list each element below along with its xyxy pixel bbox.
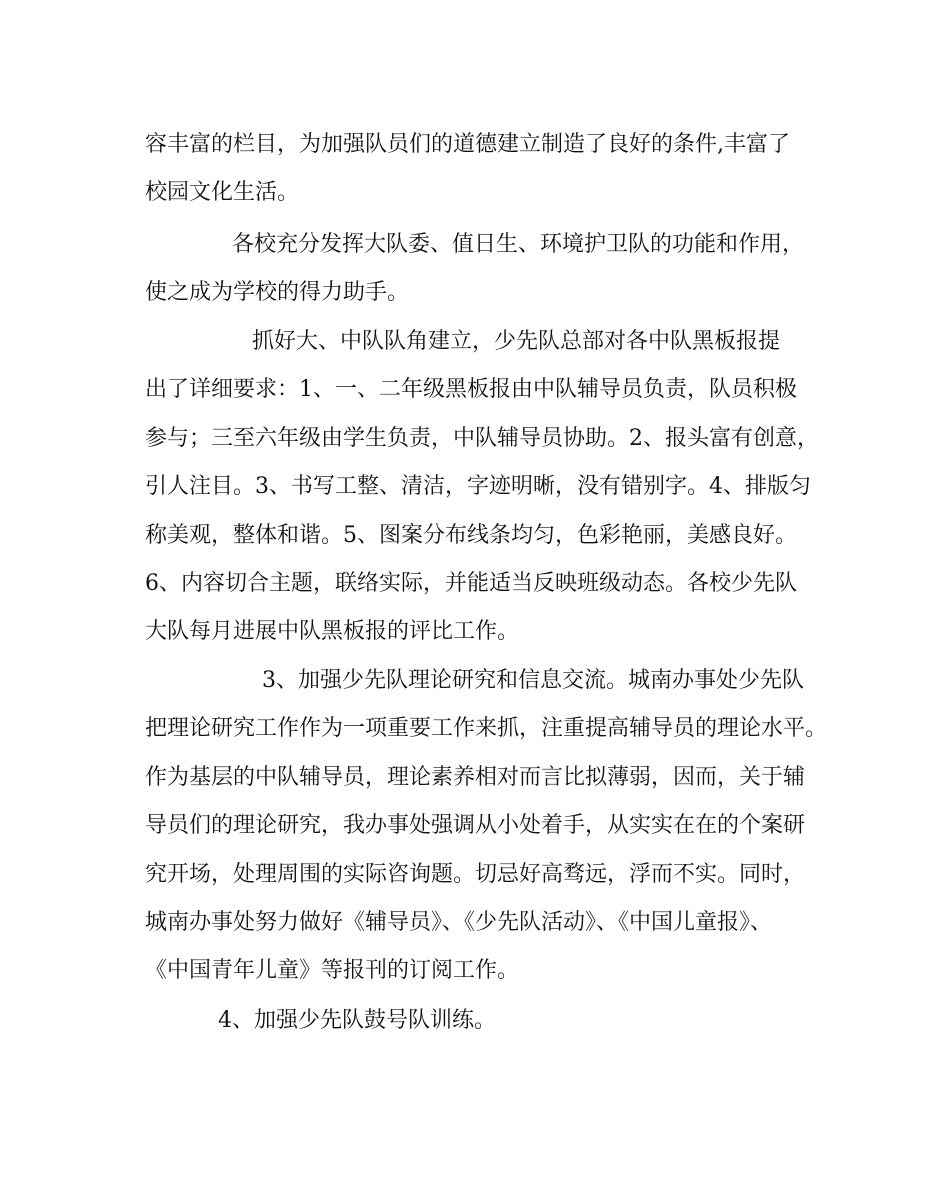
text-line: 称美观，整体和谐。5、图案分布线条均匀，色彩艳丽，美感良好。 <box>145 523 797 548</box>
text-line: 3、加强少先队理论研究和信息交流。城南办事处少先队 <box>262 668 804 693</box>
text-line: 4、加强少先队鼓号队训练。 <box>218 1008 496 1033</box>
text-line: 引人注目。3、书写工整、清洁，字迹明晰，没有错别字。4、排版匀 <box>145 474 811 499</box>
text-line: 城南办事处努力做好《辅导员》、《少先队活动》、《中国儿童报》、 <box>145 910 773 935</box>
text-line: 把理论研究工作作为一项重要工作来抓，注重提高辅导员的理论水平。 <box>145 716 828 741</box>
text-line: 《中国青年儿童》等报刊的订阅工作。 <box>145 958 520 983</box>
text-line: 6、内容切合主题，联络实际，并能适当反映班级动态。各校少先队 <box>145 571 797 596</box>
text-line: 导员们的理论研究，我办事处强调从小处着手，从实实在在的个案研 <box>145 813 806 838</box>
text-line: 容丰富的栏目，为加强队员们的道德建立制造了良好的条件,丰富了 <box>145 132 790 157</box>
text-line: 抓好大、中队队角建立，少先队总部对各中队黑板报提 <box>252 329 781 354</box>
text-line: 大队每月进展中队黑板报的评比工作。 <box>145 619 520 644</box>
text-line: 究开场，处理周围的实际咨询题。切忌好高骛远，浮而不实。同时， <box>145 862 806 887</box>
text-line: 作为基层的中队辅导员，理论素养相对而言比拟薄弱，因而，关于辅 <box>145 765 806 790</box>
text-line: 使之成为学校的得力助手。 <box>145 280 410 305</box>
text-line: 出了详细要求：1、一、二年级黑板报由中队辅导员负责，队员积极 <box>145 377 797 402</box>
text-line: 校园文化生活。 <box>145 180 300 205</box>
text-line: 各校充分发挥大队委、值日生、环境护卫队的功能和作用， <box>232 232 805 257</box>
text-line: 参与；三至六年级由学生负责，中队辅导员协助。2、报头富有创意， <box>145 426 819 451</box>
